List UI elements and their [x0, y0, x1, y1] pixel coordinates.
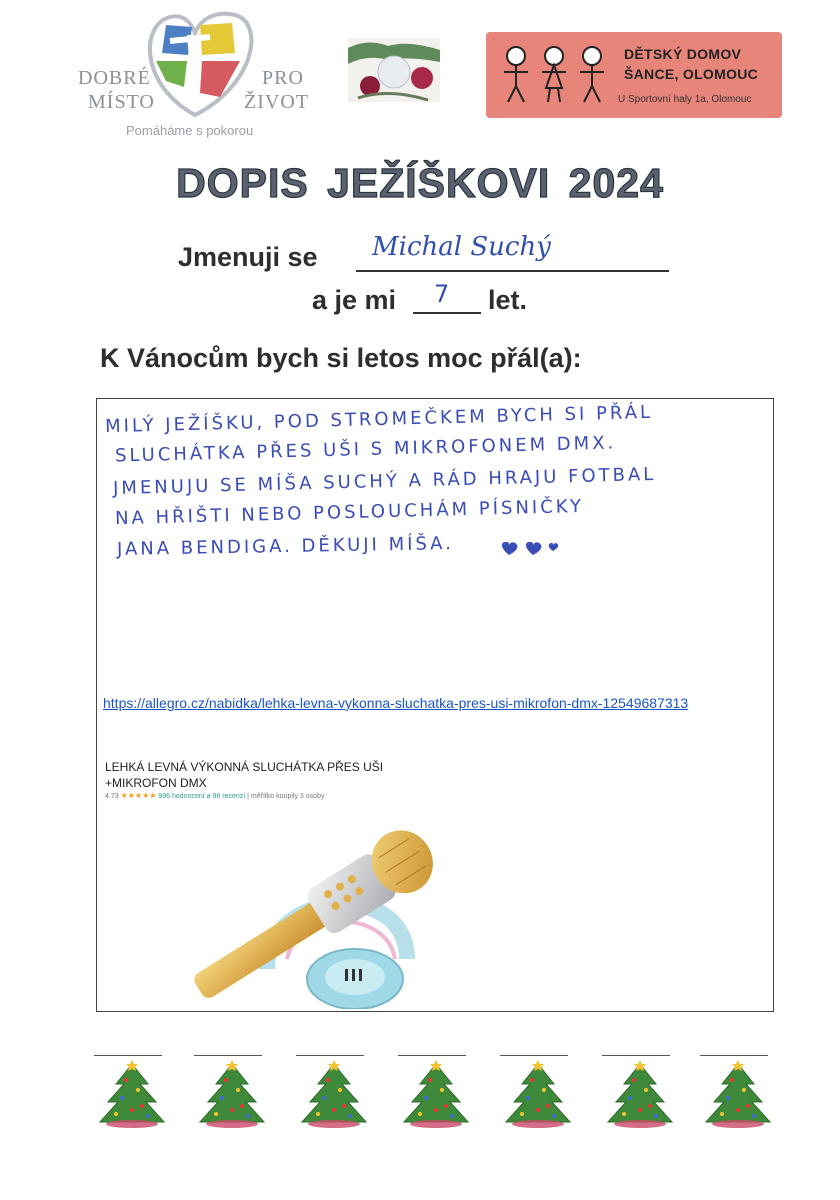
- handwritten-line: NA HŘIŠTI NEBO POSLOUCHÁM PÍSNIČKY: [114, 495, 585, 530]
- product-link[interactable]: https://allegro.cz/nabidka/lehka-levna-vykonna-sluchatka-pres-usi-mikrofon-dmx-12549687313: [103, 695, 689, 711]
- dobre-misto-pro-zivot-logo: [70, 5, 320, 145]
- handwritten-line: JANA BENDIGA. DĚKUJI MÍŠA.: [116, 533, 455, 560]
- wish-box: [96, 398, 774, 1012]
- name-label: Jmenuji se: [178, 242, 318, 272]
- age-underline: [413, 312, 481, 314]
- tree-rule: [194, 1055, 262, 1056]
- logo-word-misto: MÍSTO: [88, 91, 155, 113]
- tree-rule: [500, 1055, 568, 1056]
- rating-reviews: 996 hodnocení a 98 recenzí: [158, 793, 246, 800]
- age-suffix: let.: [488, 285, 528, 315]
- christmas-tree-icon: [400, 1060, 472, 1130]
- product-rating: [105, 791, 324, 800]
- name-underline: [356, 270, 669, 272]
- banner-address: U Sportovní haly 1a, Olomouc: [618, 94, 752, 105]
- rating-stars-icon: ★★★★★: [120, 791, 157, 800]
- rating-value: 4.73: [105, 793, 119, 800]
- logo-word-zivot: ŽIVOT: [244, 91, 309, 113]
- logo-tagline: Pomáháme s pokorou: [126, 123, 254, 138]
- age-value: 7: [434, 280, 450, 308]
- handwritten-line: MILÝ JEŽÍŠKU, POD STROMEČKEM BYCH SI PŘÁL: [104, 401, 654, 438]
- tree-rule: [296, 1055, 364, 1056]
- logo-word-dobre: DOBRÉ: [78, 67, 151, 89]
- product-title-line-2: +MIKROFON DMX: [105, 776, 207, 790]
- christmas-tree-icon: [702, 1060, 774, 1130]
- letter-title: DOPIS JEŽÍŠKOVI 2024: [176, 160, 664, 206]
- wish-heading: K Vánocům bych si letos moc přál(a):: [100, 343, 582, 373]
- christmas-tree-icon: [196, 1060, 268, 1130]
- tree-rule: [94, 1055, 162, 1056]
- handwritten-line: SLUCHÁTKA PŘES UŠI S MIKROFONEM DMX.: [114, 432, 617, 467]
- hearts-icon: [499, 539, 579, 559]
- christmas-tree-icon: [298, 1060, 370, 1130]
- logo-word-pro: PRO: [262, 67, 304, 89]
- christmas-tree-icon: [604, 1060, 676, 1130]
- name-value: Michal Suchý: [372, 232, 551, 262]
- banner-line-2: ŠANCE, OLOMOUC: [624, 66, 759, 82]
- handwritten-line: JMENUJU SE MÍŠA SUCHÝ A RÁD HRAJU FOTBAL: [112, 463, 657, 500]
- christmas-tree-icon: [96, 1060, 168, 1130]
- tree-rule: [602, 1055, 670, 1056]
- age-label: a je mi: [312, 285, 397, 315]
- microphone-headphones-image: [167, 819, 497, 1009]
- detsky-domov-banner: [486, 32, 782, 118]
- banner-line-1: DĚTSKÝ DOMOV: [624, 46, 742, 62]
- christmas-ornaments-photo: [348, 38, 440, 102]
- tree-rule: [700, 1055, 768, 1056]
- children-drawing-icon: [496, 40, 616, 110]
- product-title-line-1: LEHKÁ LEVNÁ VÝKONNÁ SLUCHÁTKA PŘES UŠI: [105, 760, 384, 774]
- christmas-tree-icon: [502, 1060, 574, 1130]
- product-title: [105, 759, 405, 791]
- tree-rule: [398, 1055, 466, 1056]
- rating-note: | měřítko koupily 3 osoby: [247, 793, 325, 800]
